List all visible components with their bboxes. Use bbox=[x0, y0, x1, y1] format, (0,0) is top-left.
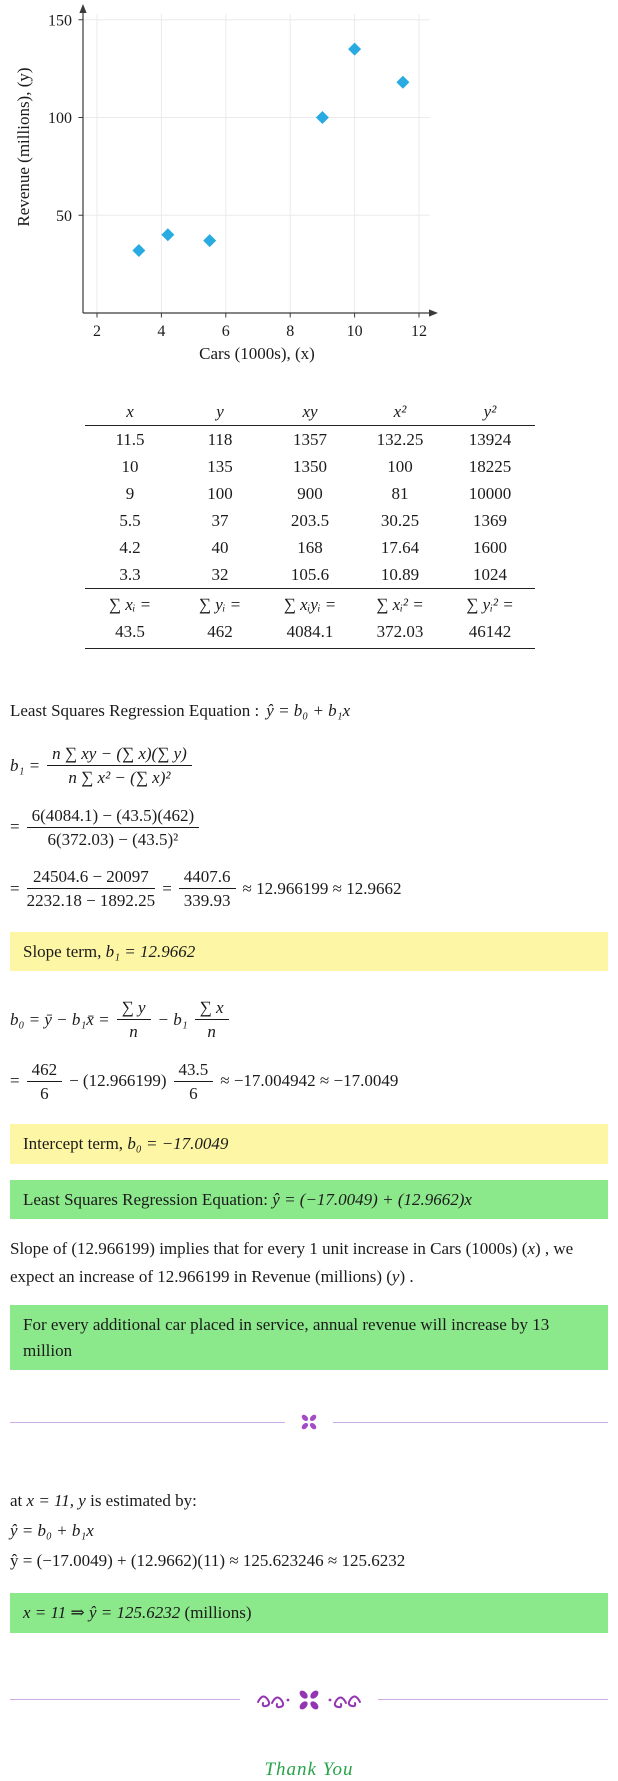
y-axis-label: Revenue (millions), (y) bbox=[14, 67, 33, 227]
denominator: 6 bbox=[189, 1083, 198, 1103]
b1-approx-values: ≈ 12.966199 ≈ 12.9662 bbox=[242, 878, 402, 898]
denominator: 2232.18 − 1892.25 bbox=[26, 891, 156, 911]
equals-sign: = bbox=[10, 817, 20, 837]
cell: 81 bbox=[391, 483, 409, 503]
highlight-estimate-result bbox=[10, 1593, 608, 1633]
numerator: ∑ y bbox=[117, 997, 151, 1020]
interpretation-text: For every additional car placed in service, annual revenue will increase by 13 million bbox=[23, 1315, 550, 1360]
b0-middle-term: − b₁ bbox=[157, 1009, 188, 1029]
col-header-y2: y² bbox=[445, 398, 535, 426]
highlight-intercept-term bbox=[10, 1124, 608, 1164]
b0-middle-value: − (12.966199) bbox=[69, 1071, 167, 1091]
lsre-intro-label: Least Squares Regression Equation : bbox=[10, 701, 260, 720]
cell: 13924 bbox=[468, 429, 512, 449]
svg-text:100: 100 bbox=[48, 110, 72, 127]
b1-fraction bbox=[47, 743, 192, 789]
equals-sign: = bbox=[10, 878, 20, 898]
estimate-model-equation: ŷ = b₀ + b₁x bbox=[10, 1521, 94, 1541]
b0-result-line bbox=[10, 1059, 608, 1105]
estimate-intro-line bbox=[10, 1492, 608, 1509]
cell: 9 bbox=[125, 483, 135, 503]
slope-interpretation-note bbox=[10, 1235, 608, 1291]
cell: 10.89 bbox=[380, 564, 420, 584]
sum-label: ∑ xᵢyᵢ = bbox=[265, 589, 355, 619]
highlight-interpretation bbox=[10, 1305, 608, 1370]
note-text: ) . bbox=[399, 1267, 414, 1287]
cell: 18225 bbox=[468, 456, 512, 476]
footer-divider bbox=[10, 1687, 608, 1713]
equals-sign: = bbox=[162, 878, 172, 898]
denominator: 6 bbox=[40, 1083, 49, 1103]
scatter-point bbox=[348, 43, 361, 56]
b1-substitution-line bbox=[10, 805, 608, 851]
cell: 17.64 bbox=[380, 537, 420, 557]
divider-line bbox=[378, 1699, 608, 1700]
regression-equation-value: ŷ = (−17.0049) + (12.9662)x bbox=[272, 1189, 472, 1209]
estimate-intro-text: at bbox=[10, 1491, 27, 1511]
numerator: 24504.6 − 20097 bbox=[27, 866, 156, 889]
cell: 118 bbox=[207, 429, 233, 449]
cell: 168 bbox=[297, 537, 323, 557]
ornament-flower-icon bbox=[299, 1412, 319, 1432]
cell: 132.25 bbox=[376, 429, 424, 449]
sum-value: 43.5 bbox=[85, 619, 175, 649]
denominator: n bbox=[207, 1022, 216, 1042]
table-row bbox=[85, 534, 535, 561]
denominator: n bbox=[129, 1022, 138, 1042]
col-header-x2: x² bbox=[355, 398, 445, 426]
cell: 11.5 bbox=[115, 429, 145, 449]
table-row bbox=[85, 453, 535, 480]
b1-lhs: b₁ = bbox=[10, 755, 41, 775]
highlight-slope-term bbox=[10, 932, 608, 972]
cell: 1369 bbox=[473, 510, 507, 530]
svg-text:4: 4 bbox=[157, 323, 166, 340]
scatter-point bbox=[396, 76, 409, 89]
sum-label: ∑ xᵢ² = bbox=[355, 589, 445, 619]
cell: 900 bbox=[297, 483, 323, 503]
scatter-plot-canvas bbox=[0, 0, 618, 344]
svg-text:2: 2 bbox=[93, 323, 101, 340]
b1-result-line bbox=[10, 866, 608, 912]
ornament-flourish-icon bbox=[254, 1687, 364, 1713]
svg-text:12: 12 bbox=[411, 323, 427, 340]
b1-numerator: n ∑ xy − (∑ x)(∑ y) bbox=[47, 743, 192, 766]
thank-you-text: Thank You bbox=[264, 1758, 354, 1780]
col-header-y: y bbox=[175, 398, 265, 426]
sum-label: ∑ yᵢ = bbox=[175, 589, 265, 619]
b1-definition-line bbox=[10, 743, 608, 789]
cell: 135 bbox=[207, 456, 233, 476]
cell: 203.5 bbox=[290, 510, 330, 530]
numerator: 43.5 bbox=[174, 1059, 214, 1082]
divider-line bbox=[10, 1422, 285, 1423]
sum-value: 4084.1 bbox=[265, 619, 355, 649]
slope-term-value: b₁ = 12.9662 bbox=[105, 941, 196, 961]
cell: 100 bbox=[207, 483, 233, 503]
cell: 1350 bbox=[293, 456, 327, 476]
estimation-section bbox=[10, 1492, 608, 1569]
regression-equation-label: Least Squares Regression Equation: bbox=[23, 1189, 269, 1209]
table-sum-label-row bbox=[85, 589, 535, 619]
b0-approx-values: ≈ −17.004942 ≈ −17.0049 bbox=[220, 1071, 399, 1091]
note-var-x: x bbox=[527, 1239, 535, 1258]
svg-text:10: 10 bbox=[346, 323, 363, 340]
note-text: Slope of (12.966199) implies that for every 1 unit increase in Cars (1000s) ( bbox=[10, 1239, 528, 1258]
table-row bbox=[85, 507, 535, 534]
svg-text:8: 8 bbox=[286, 323, 295, 340]
cell: 100 bbox=[387, 456, 413, 476]
sum-label: ∑ yᵢ² = bbox=[445, 589, 535, 619]
table-sum-value-row bbox=[85, 619, 535, 649]
substitution-fraction bbox=[27, 805, 200, 851]
substitution-numerator: 6(4084.1) − (43.5)(462) bbox=[27, 805, 200, 828]
cell: 1600 bbox=[473, 537, 507, 557]
numerator: ∑ x bbox=[195, 997, 229, 1020]
b0-fraction-1 bbox=[117, 997, 151, 1043]
estimate-intro-math: x = 11, y bbox=[26, 1491, 86, 1511]
lsre-intro-line bbox=[10, 701, 608, 721]
svg-text:50: 50 bbox=[56, 207, 72, 225]
sum-value: 462 bbox=[175, 619, 265, 649]
divider-line bbox=[10, 1699, 240, 1700]
cell: 10000 bbox=[468, 483, 512, 503]
scatter-point bbox=[161, 228, 174, 241]
table-row bbox=[85, 561, 535, 589]
sum-value: 372.03 bbox=[355, 619, 445, 649]
estimate-result-unit: (millions) bbox=[184, 1603, 252, 1623]
b0-fraction-2 bbox=[195, 997, 229, 1043]
b0-result-fraction-1 bbox=[27, 1059, 63, 1105]
highlight-regression-equation bbox=[10, 1180, 608, 1220]
intercept-term-label: Intercept term, bbox=[23, 1134, 124, 1153]
scatter-chart bbox=[0, 0, 618, 378]
result-fraction-1 bbox=[27, 866, 156, 912]
estimate-computed-equation: ŷ = (−17.0049) + (12.9662)(11) ≈ 125.623246 ≈ 125.6232 bbox=[10, 1551, 406, 1571]
table-header-row bbox=[85, 398, 535, 426]
section-divider bbox=[10, 1412, 608, 1432]
divider-line bbox=[333, 1422, 608, 1423]
slope-term-label: Slope term, bbox=[23, 941, 102, 961]
numerator: 462 bbox=[27, 1059, 63, 1082]
cell: 105.6 bbox=[290, 564, 330, 584]
table-row bbox=[85, 426, 535, 454]
b0-result-fraction-2 bbox=[174, 1059, 214, 1105]
scatter-point bbox=[316, 111, 329, 124]
svg-text:150: 150 bbox=[48, 12, 72, 30]
regression-data-table bbox=[85, 398, 535, 649]
b0-definition-line bbox=[10, 997, 608, 1043]
lsre-intro-equation: ŷ = b₀ + b₁x bbox=[266, 701, 351, 720]
x-axis-label: Cars (1000s), (x) bbox=[199, 344, 315, 363]
note-text: ) , we expect an increase of 12.966199 in Revenue (millions) ( bbox=[10, 1239, 574, 1287]
estimate-intro-text: is estimated by: bbox=[85, 1491, 197, 1511]
col-header-x: x bbox=[85, 398, 175, 426]
cell: 10 bbox=[121, 456, 139, 476]
cell: 5.5 bbox=[119, 510, 141, 530]
cell: 40 bbox=[211, 537, 229, 557]
estimate-result-math: x = 11 ⇒ ŷ = 125.6232 bbox=[23, 1603, 181, 1623]
col-header-xy: xy bbox=[265, 398, 355, 426]
equals-sign: = bbox=[10, 1071, 20, 1091]
note-var-y: y bbox=[391, 1267, 400, 1287]
denominator: 339.93 bbox=[183, 891, 231, 911]
cell: 1357 bbox=[293, 429, 327, 449]
scatter-point bbox=[203, 234, 216, 247]
scatter-point bbox=[132, 244, 145, 257]
table-row bbox=[85, 480, 535, 507]
svg-text:6: 6 bbox=[221, 323, 230, 340]
b0-lhs: b₀ = ȳ − b₁x̄ = bbox=[10, 1009, 110, 1029]
cell: 32 bbox=[211, 564, 229, 584]
cell: 30.25 bbox=[380, 510, 420, 530]
cell: 1024 bbox=[473, 564, 507, 584]
intercept-term-value: b₀ = −17.0049 bbox=[127, 1134, 229, 1153]
b1-denominator: n ∑ x² − (∑ x)² bbox=[68, 768, 171, 788]
numerator: 4407.6 bbox=[179, 866, 236, 889]
sum-value: 46142 bbox=[445, 619, 535, 649]
cell: 3.3 bbox=[119, 564, 141, 584]
cell: 4.2 bbox=[119, 537, 141, 557]
cell: 37 bbox=[211, 510, 229, 530]
substitution-denominator: 6(372.03) − (43.5)² bbox=[47, 829, 179, 849]
sum-label: ∑ xᵢ = bbox=[85, 589, 175, 619]
result-fraction-2 bbox=[179, 866, 236, 912]
